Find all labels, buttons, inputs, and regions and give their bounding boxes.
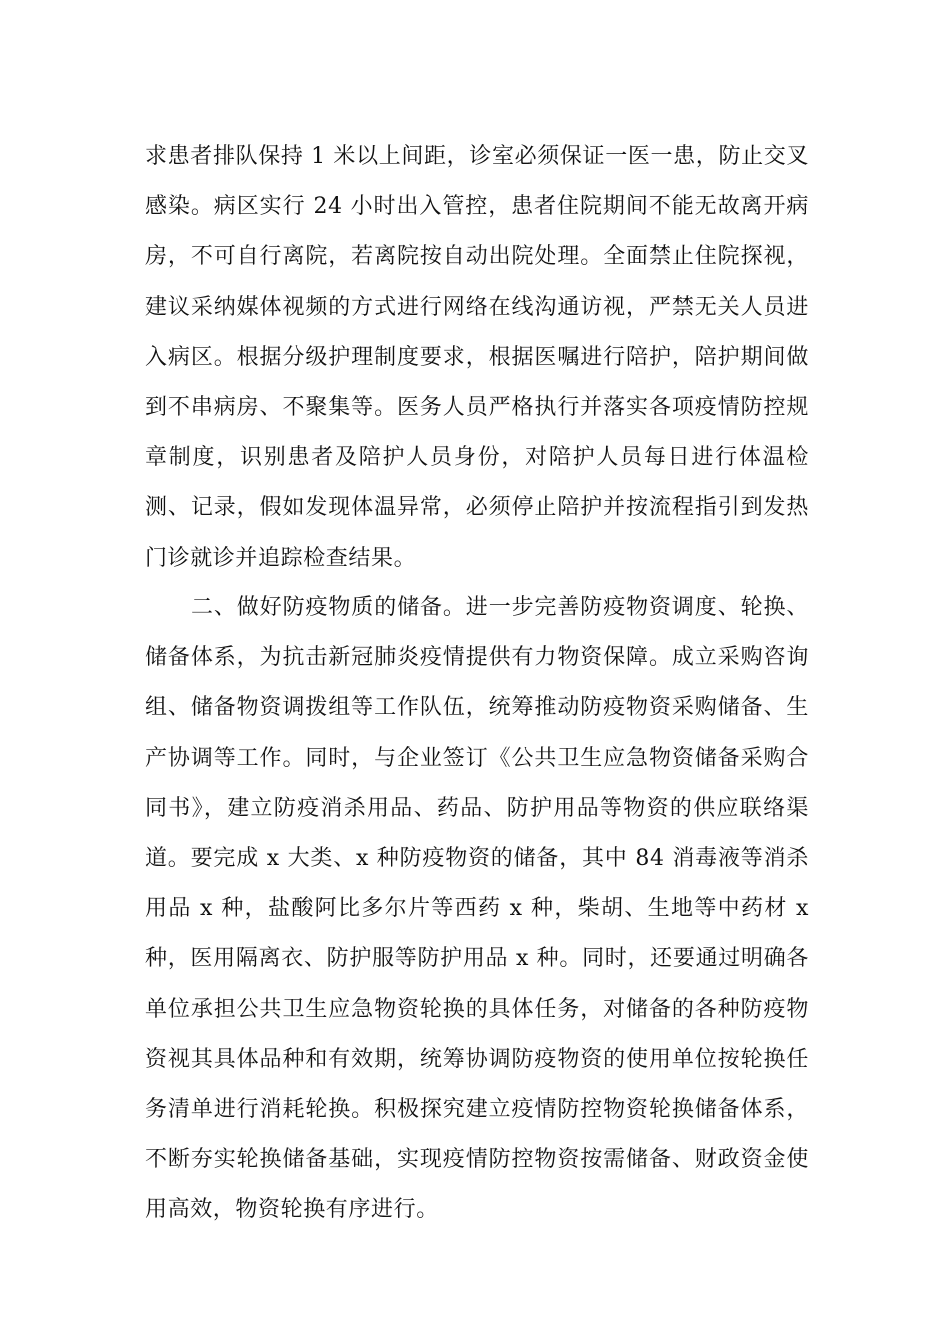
paragraph-patient-management: 求患者排队保持 1 米以上间距，诊室必须保证一医一患，防止交叉感染。病区实行 24 小时出入管控，患者住院期间不能无故离开病房，不可自行离院，若离院按自动出院处理。全面禁止住院探视，建议采纳媒体视频的方式进行网络在线沟通访视，严禁无关人员进入病区。根据分级护理制度要求，根据医嘱进行陪护，陪护期间做到不串病房、不聚集等。医务人员严格执行并落实各项疫情防控规章制度，识别患者及陪护人员身份，对陪护人员每日进行体温检测、记录，假如发现体温异常，必须停止陪护并按流程指引到发热门诊就诊并追踪检查结果。 (145, 144, 809, 571)
paragraph-supplies-reserve: 二、做好防疫物质的储备。进一步完善防疫物资调度、轮换、储备体系，为抗击新冠肺炎疫情提供有力物资保障。成立采购咨询组、储备物资调拨组等工作队伍，统筹推动防疫物资采购储备、生产协调等工作。同时，与企业签订《公共卫生应急物资储备采购合同书》，建立防疫消杀用品、药品、防护用品等物资的供应联络渠道。要完成 x 大类、x 种防疫物资的储备，其中 84 消毒液等消杀用品 x 种，盐酸阿比多尔片等西药 x 种，柴胡、生地等中药材 x 种，医用隔离衣、防护服等防护用品 x 种。同时，还要通过明确各单位承担公共卫生应急物资轮换的具体任务，对储备的各种防疫物资视其具体品种和有效期，统筹协调防疫物资的使用单位按轮换任务清单进行消耗轮换。积极探究建立疫情防控物资轮换储备体系，不断夯实轮换储备基础，实现疫情防控物资按需储备、财政资金使用高效，物资轮换有序进行。 (145, 595, 809, 1223)
